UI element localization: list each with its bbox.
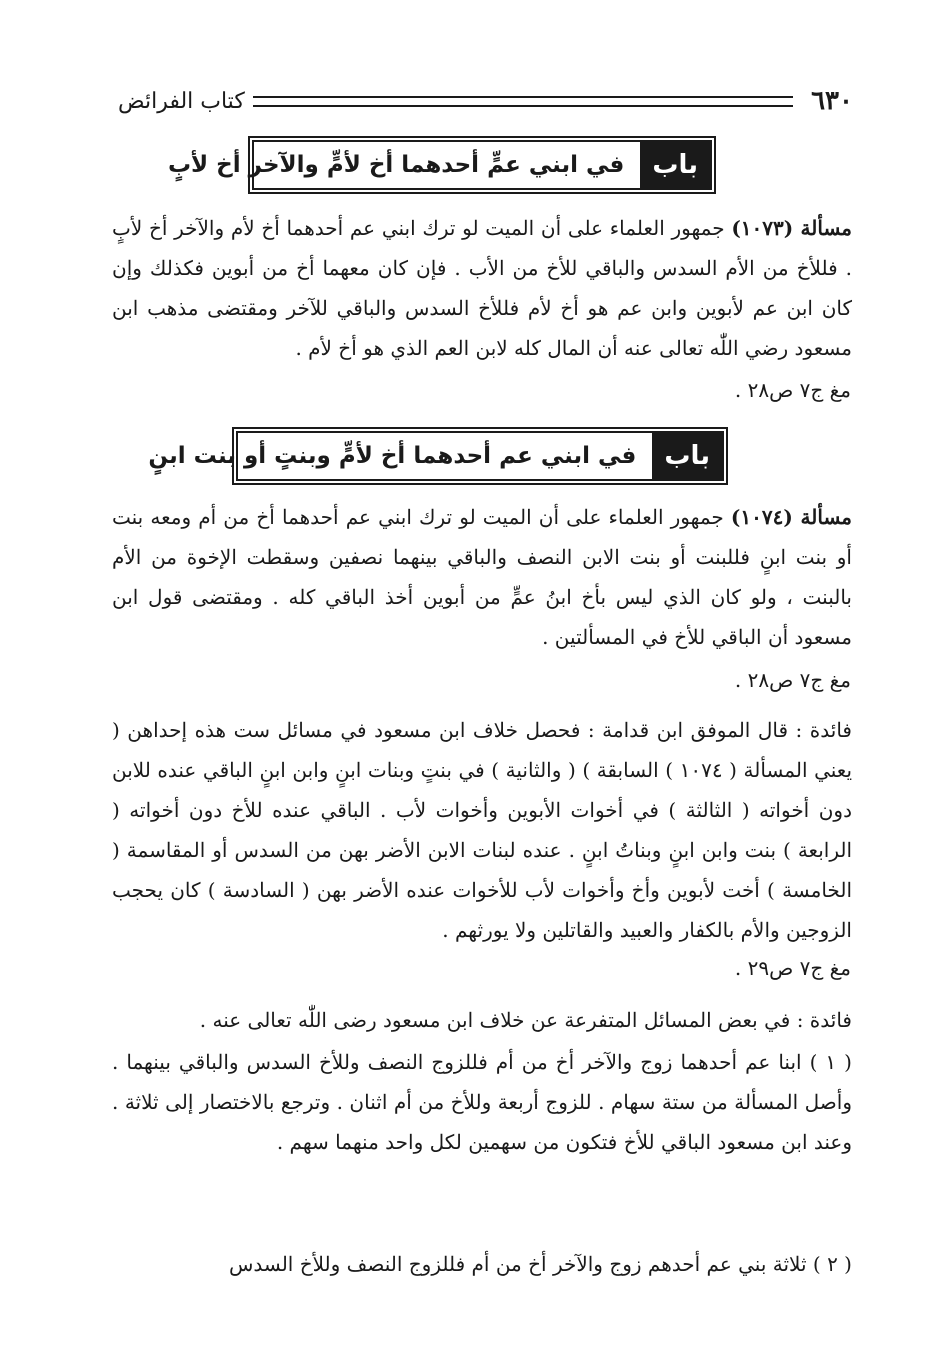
note-paragraph-2: فائدة : في بعض المسائل المتفرعة عن خلاف ابن مسعود رضى اللّٰه تعالى عنه . <box>199 1008 852 1032</box>
source-reference: مغ ج٧ ص٢٨ . <box>734 378 851 402</box>
chapter-label: باب <box>652 433 722 479</box>
source-reference: مغ ج٧ ص٢٨ . <box>734 668 851 692</box>
chapter-title: في ابني عمٍّ أحدهما أخ لأمٍّ والآخر أخ لأبٍ <box>167 152 625 178</box>
issue-1074-paragraph <box>112 497 852 657</box>
issue-label: مسألة (١٠٧٤) <box>730 505 853 529</box>
issue-text: جمهور العلماء على أن الميت لو ترك ابني عم أحدهما أخ لأم والآخر أخ لأبٍ . فللأخ من الأم السدس والباقي للأخ من الأب . فإن كان معهما أخ من أبوين فكذلك وإن كان ابن عم لأبوين وابن عم هو أخ لأم فللأخ السدس والباقي للآخر ومقتضى مذهب ابن مسعود رضي اللّٰه تعالى عنه أن المال كله لابن العم الذي هو أخ لأم . <box>112 216 852 360</box>
list-item: ( ٢ ) ثلاثة بني عم أحدهم زوج والآخر أخ من أم فللزوج النصف وللأخ السدس <box>228 1252 852 1276</box>
source-reference: مغ ج٧ ص٢٩ . <box>734 956 851 980</box>
list-item: ( ١ ) ابنا عم أحدهما زوج والآخر أخ من أم فللزوج النصف وللأخ السدس والباقي بينهما . وأصل المسألة من ستة سهام . للزوج أربعة وللأخ من أم اثنان . وترجع بالاختصار إلى ثلاثة . وعند ابن مسعود الباقي للأخ فتكون من سهمين لكل واحد منهما سهم . <box>112 1050 852 1154</box>
page-number: ٦٣٠ <box>811 86 853 116</box>
chapter-heading-1 <box>167 140 712 190</box>
chapter-heading-2 <box>148 431 724 481</box>
note-paragraph-1: فائدة : قال الموفق ابن قدامة : فحصل خلاف ابن مسعود في مسائل ست هذه إحداهن ( يعني المسألة ( ١٠٧٤ ) السابقة ) ( والثانية ) في بنتٍ وبنات ابنٍ وابن ابنٍ الباقي عنده للابن دون أخواته ( الثالثة ) في أخوات الأبوين وأخوات لأب . الباقي عنده للأخ دون أخواته ( الرابعة ) بنت وابن ابنٍ وبناتُ ابنٍ . عنده لبنات الابن الأضر بهن من السدس أو المقاسمة ( الخامسة ) أخت لأبوين وأخ وأخوات لأب للأخوات عنده الأضر بهن ( السادسة ) كان يحجب الزوجين والأم بالكفار والعبيد والقاتلين ولا يورثهم . <box>112 718 853 942</box>
book-title: كتاب الفرائض <box>118 88 245 114</box>
chapter-label: باب <box>640 142 710 188</box>
issue-1073-paragraph <box>112 208 852 368</box>
issue-label: مسألة (١٠٧٣) <box>731 216 853 240</box>
chapter-title: في ابني عم أحدهما أخ لأمٍّ وبنتٍ أو بنت ابنٍ <box>148 443 637 469</box>
running-header <box>118 84 853 118</box>
header-rule <box>253 96 793 107</box>
issue-text: جمهور العلماء على أن الميت لو ترك ابني عم أحدهما أخ من أم ومعه بنت أو بنت ابنٍ فللبنت أو بنت الابن النصف والباقي بينهما نصفين وسقطت الإخوة من الأم بالبنت ، ولو كان الذي ليس بأخ ابنُ عمٍّ من أبوين أخذ الباقي كله . ومقتضى قول ابن مسعود أن الباقي للأخ في المسألتين . <box>112 505 852 649</box>
